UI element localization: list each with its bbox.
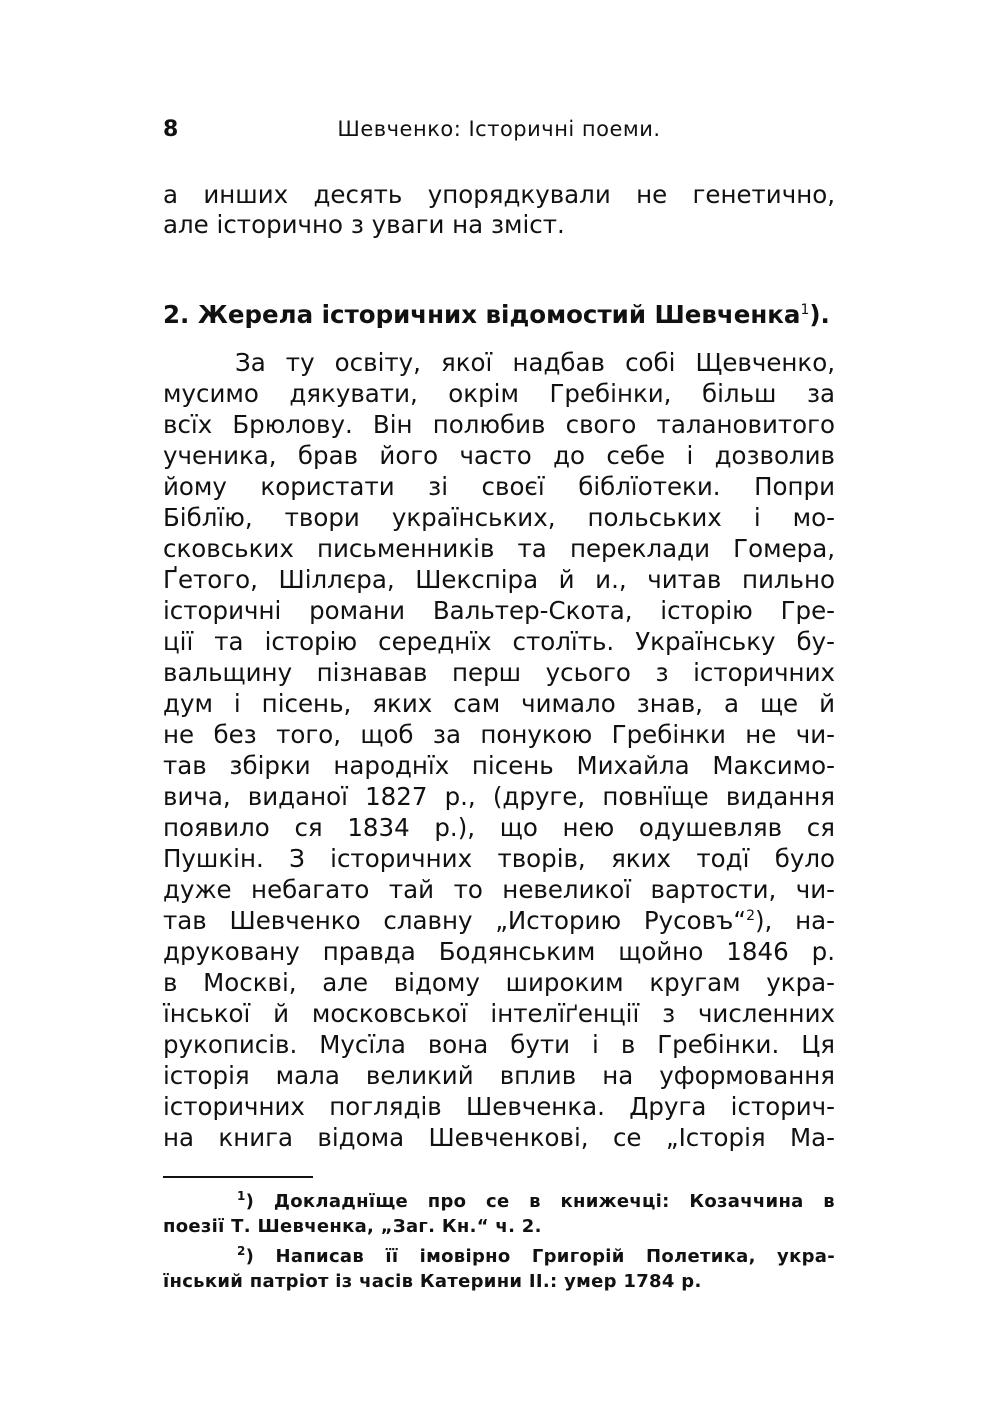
- text-line: тав збірки народнїх пісень Михайла Максимо-: [163, 751, 835, 780]
- text-line: вича, виданої 1827 р., (друге, повнїще видання: [163, 782, 835, 811]
- text-line: рукописів. Мусїла вона бути і в Гребінки. Ця: [163, 1030, 835, 1059]
- text-line: вальщину пізнавав перш усього з історичних: [163, 658, 835, 687]
- text-line: йому користати зі своєї біблїотеки. Попри: [163, 472, 835, 501]
- text-line: дум і пісень, яких сам чимало знав, а ще й: [163, 689, 835, 718]
- footnote-line: їнський патріот із часів Катерини II.: умер 1784 р.: [163, 1271, 702, 1292]
- text-line: За ту освіту, якої надбав собі Щевченко,: [235, 348, 835, 377]
- text-line: а инших десять упорядкували не генетично,: [163, 180, 835, 209]
- text-line-part: ), на-: [754, 906, 835, 935]
- footnote-line: [163, 1190, 835, 1214]
- text-line: але історично з уваги на зміст.: [163, 210, 565, 239]
- footnote-line: [163, 1245, 835, 1269]
- footnote-divider: [163, 1176, 313, 1178]
- footnote-text: ) Написав її імовірно Григорій Полетика, укра-: [245, 1246, 835, 1267]
- section-heading-text: 2. Жерела історичних відомостий Шевченка: [163, 300, 801, 329]
- text-line: друковану правда Бодянським щойно 1846 р.: [163, 937, 835, 966]
- text-line: сковських письменників та переклади Гомера,: [163, 534, 835, 563]
- footnote-marker: 2: [237, 1244, 246, 1258]
- text-line: Пушкін. З історичних творів, яких тодї було: [163, 844, 835, 873]
- page-number: 8: [163, 117, 179, 142]
- text-line: не без того, щоб за понукою Гребінки не чи-: [163, 720, 835, 749]
- footnote-line: поезії Т. Шевченка, „Заг. Кн.“ ч. 2.: [163, 1216, 542, 1237]
- footnote-text: ) Докладнїще про се в книжечці: Козаччина в: [245, 1191, 835, 1212]
- text-line-part: тав Шевченко славну „Историю Русовъ“: [163, 906, 747, 935]
- text-line: мусимо дякувати, окрім Гребінки, більш за: [163, 379, 835, 408]
- text-line: в Москві, але відому широким кругам укра-: [163, 968, 835, 997]
- footnote-ref: 1: [800, 301, 810, 318]
- section-heading: [163, 298, 863, 332]
- running-head: [163, 117, 835, 147]
- text-line: Ґетого, Шіллєра, Шекспіра й и., читав пильно: [163, 565, 835, 594]
- text-line: появило ся 1834 р.), що нею одушевляв ся: [163, 813, 835, 842]
- running-title: Шевченко: Історичні поеми.: [337, 117, 661, 141]
- text-line: на книга відома Шевченкові, се „Історія Ма-: [163, 1123, 835, 1152]
- footnote-marker: 1: [237, 1189, 246, 1203]
- text-line: історія мала великий вплив на уформовання: [163, 1061, 835, 1090]
- text-line: всїх Брюлову. Він полюбив свого талановитого: [163, 410, 835, 439]
- text-line: історичних поглядів Шевченка. Друга історич-: [163, 1092, 835, 1121]
- text-line: ції та історію середнїх столїть. Українську бу-: [163, 627, 835, 656]
- text-line: дуже небагато тай то невеликої вартости, чи-: [163, 875, 835, 904]
- text-line: Біблїю, твори українських, польських і мо-: [163, 503, 835, 532]
- section-heading-tail: ).: [809, 300, 830, 329]
- text-line: [163, 906, 835, 936]
- text-line: ученика, брав його часто до себе і дозволив: [163, 441, 835, 470]
- text-line: історичні романи Вальтер-Скота, історію Гре-: [163, 596, 835, 625]
- text-line: їнської й московської інтелїґенції з численних: [163, 999, 835, 1028]
- footnote-ref: 2: [746, 907, 755, 924]
